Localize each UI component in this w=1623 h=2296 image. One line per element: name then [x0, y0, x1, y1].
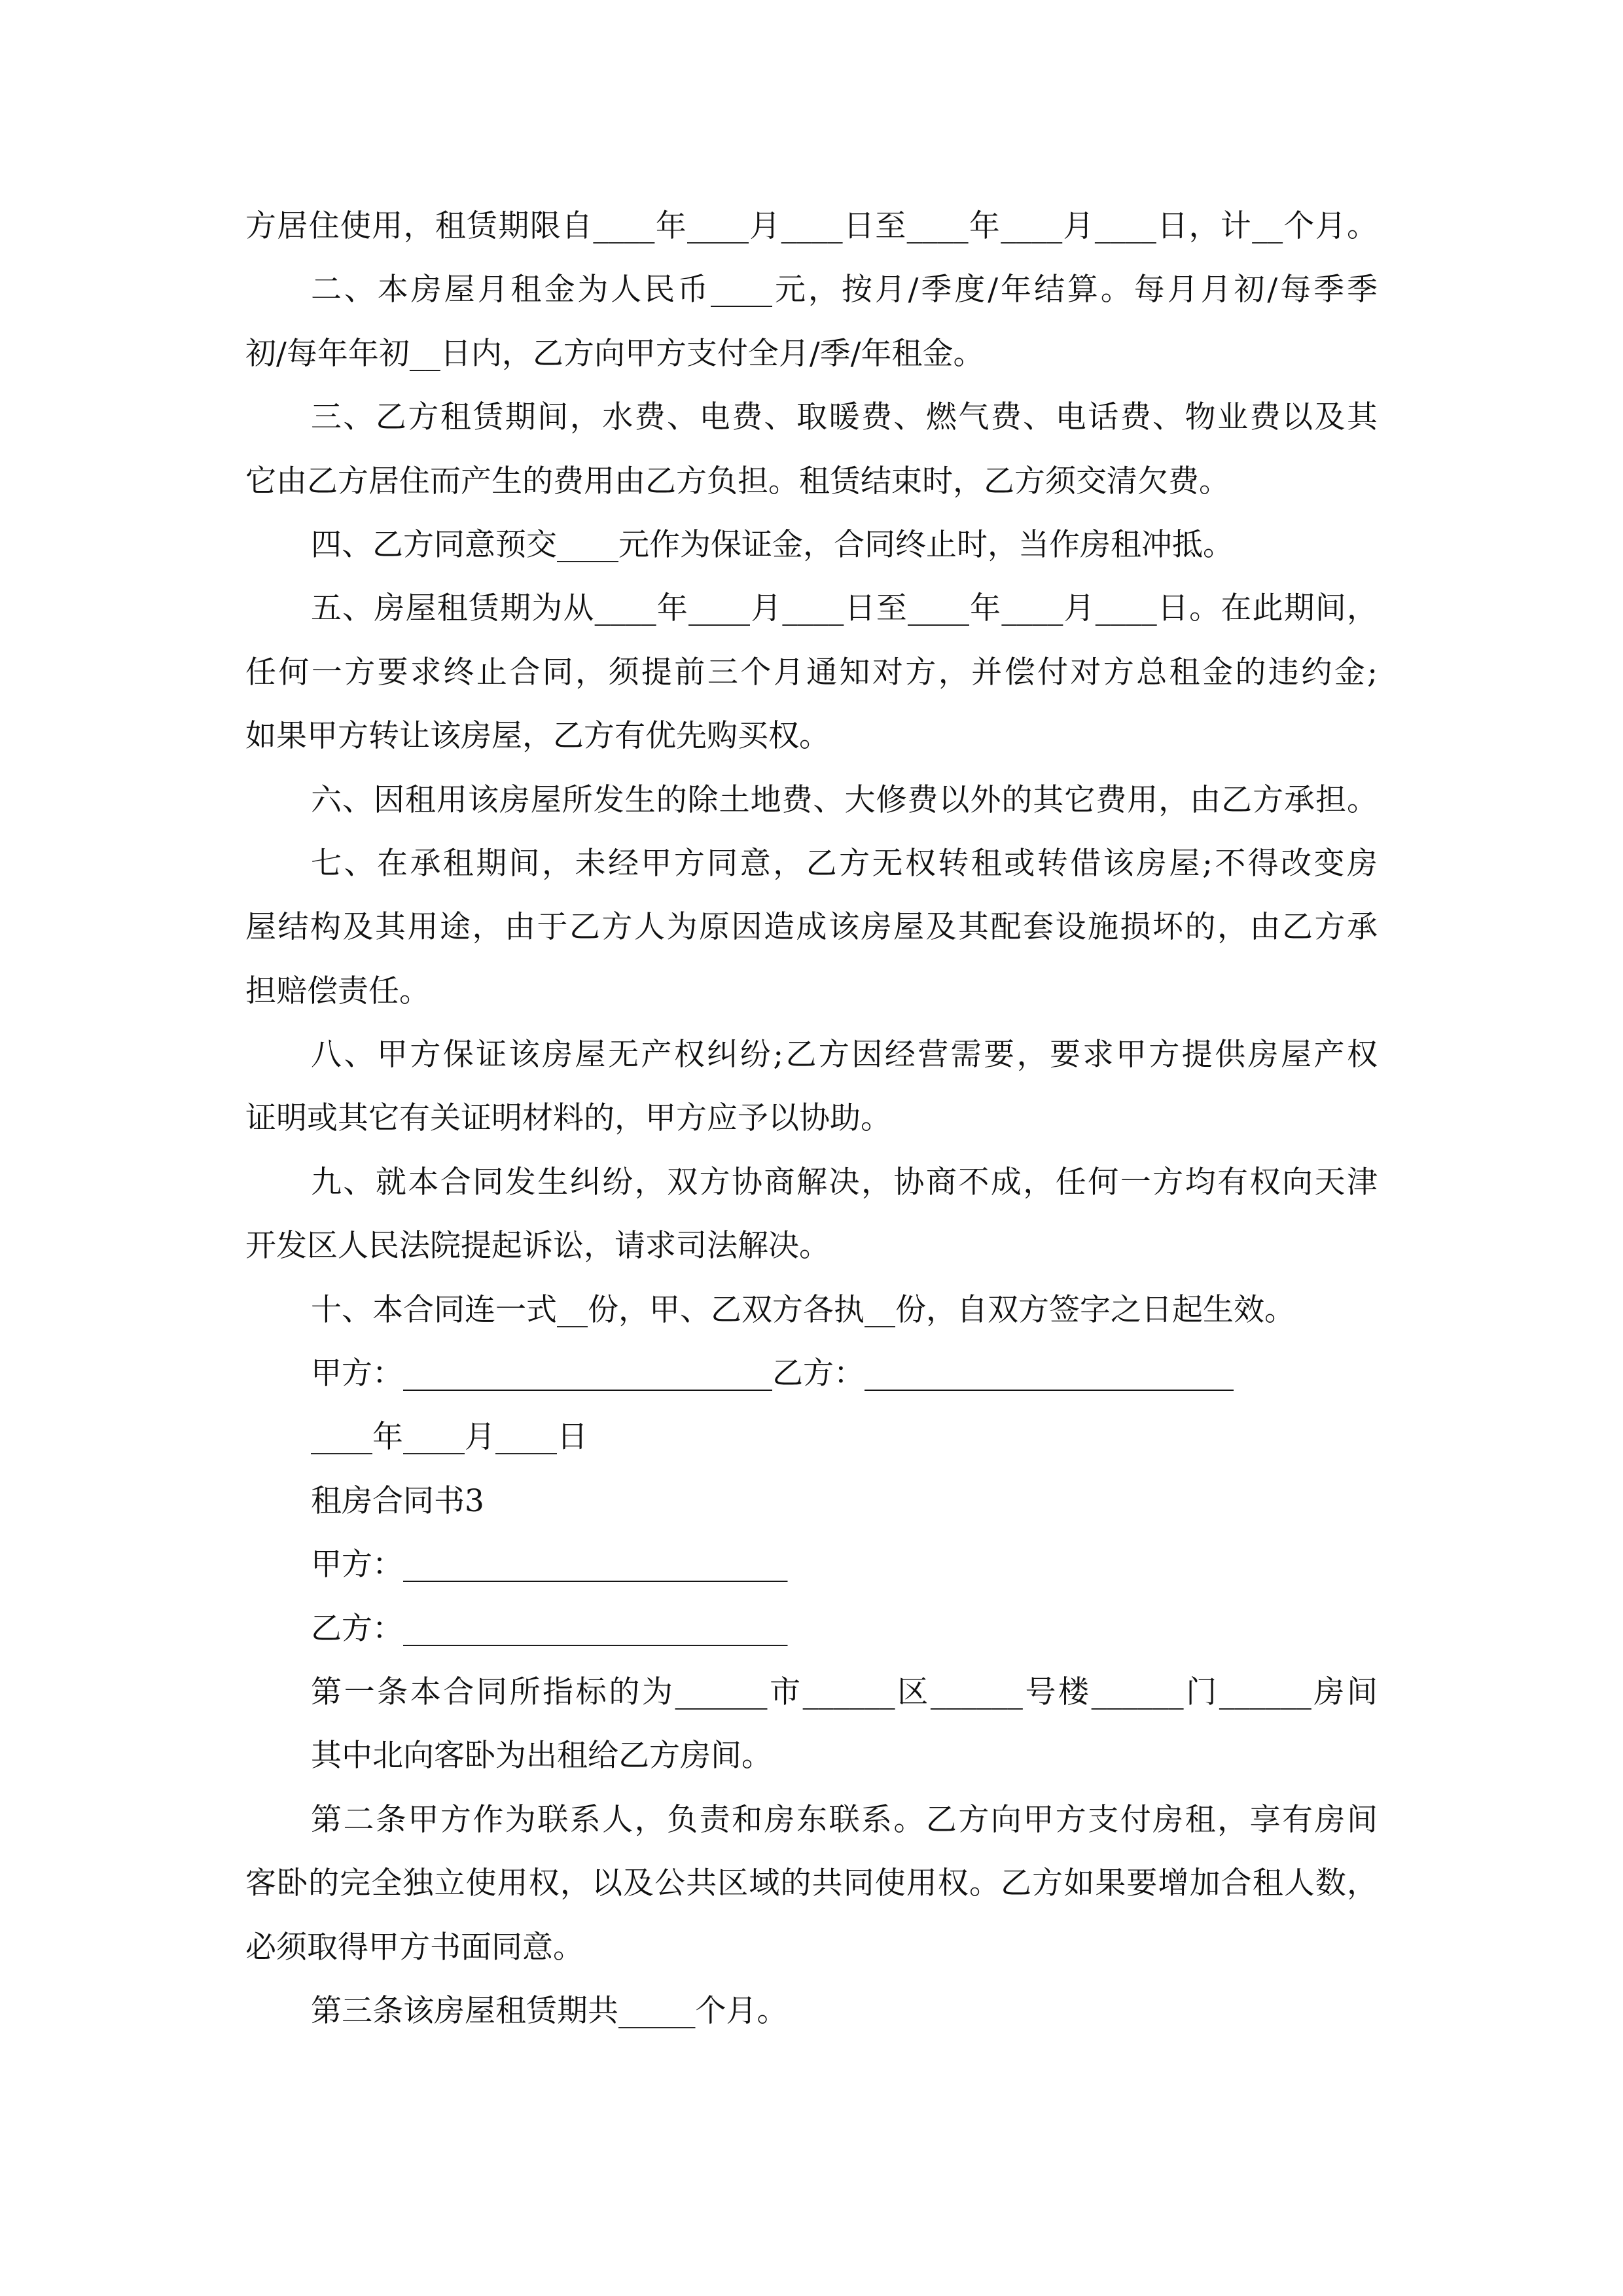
clause-1-continuation: 方居住使用，租赁期限自____年____月____日至____年____月____日，计__个月。: [245, 208, 1378, 244]
clause-9-disputes: 九、就本合同发生纠纷，双方协商解决，协商不成，任何一方均有权向天津: [311, 1164, 1378, 1200]
party-a-field: 甲方：_________________________: [311, 1547, 788, 1583]
clause-8-property: 八、甲方保证该房屋无产权纠纷;乙方因经营需要，要求甲方提供房屋产权: [311, 1037, 1378, 1073]
clause-3-fees: 三、乙方租赁期间，水费、电费、取暖费、燃气费、电话费、物业费以及其: [311, 399, 1378, 436]
contract-page: [245, 194, 1378, 2043]
signature-line-party-a-b: 甲方：________________________乙方：________________________: [311, 1355, 1234, 1392]
clause-2-rent-cont: 初/每年年初__日内，乙方向甲方支付全月/季/年租金。: [245, 335, 984, 372]
contract-3-title: 租房合同书3: [311, 1482, 484, 1519]
signature-date: ____年____月____日: [311, 1419, 588, 1456]
clause-7-sublet-cont: 屋结构及其用途，由于乙方人为原因造成该房屋及其配套设施损坏的，由乙方承: [245, 909, 1378, 946]
article-2-contact: 第二条甲方作为联系人，负责和房东联系。乙方向甲方支付房租，享有房间: [311, 1801, 1378, 1838]
clause-6-costs: 六、因租用该房屋所发生的除土地费、大修费以外的其它费用，由乙方承担。: [311, 781, 1378, 818]
article-1-address-cont: 其中北向客卧为出租给乙方房间。: [311, 1738, 772, 1774]
article-2-contact-cont2: 必须取得甲方书面同意。: [245, 1929, 584, 1965]
clause-10-copies: 十、本合同连一式__份，甲、乙双方各执__份，自双方签字之日起生效。: [311, 1291, 1295, 1328]
clause-9-disputes-cont: 开发区人民法院提起诉讼，请求司法解决。: [245, 1228, 830, 1265]
clause-7-sublet: 七、在承租期间，未经甲方同意，乙方无权转租或转借该房屋;不得改变房: [311, 845, 1378, 882]
clause-5-term-cont: 任何一方要求终止合同，须提前三个月通知对方，并偿付对方总租金的违约金;: [245, 654, 1378, 691]
clause-4-deposit: 四、乙方同意预交____元作为保证金，合同终止时，当作房租冲抵。: [311, 526, 1234, 563]
article-3-term: 第三条该房屋租赁期共_____个月。: [311, 1992, 788, 2029]
article-1-address: 第一条本合同所指标的为______市______区______号楼______门______房间: [311, 1674, 1378, 1710]
clause-8-property-cont: 证明或其它有关证明材料的，甲方应予以协助。: [245, 1100, 891, 1137]
party-b-field: 乙方：_________________________: [311, 1610, 788, 1647]
clause-2-rent: 二、本房屋月租金为人民币____元，按月/季度/年结算。每月月初/每季季: [311, 272, 1378, 308]
clause-7-sublet-cont2: 担赔偿责任。: [245, 973, 430, 1009]
clause-5-term-cont2: 如果甲方转让该房屋，乙方有优先购买权。: [245, 718, 830, 755]
article-2-contact-cont: 客卧的完全独立使用权，以及公共区域的共同使用权。乙方如果要增加合租人数，: [245, 1865, 1378, 1902]
clause-5-term: 五、房屋租赁期为从____年____月____日至____年____月____日。在此期间，: [311, 590, 1378, 627]
clause-3-fees-cont: 它由乙方居住而产生的费用由乙方负担。租赁结束时，乙方须交清欠费。: [245, 463, 1230, 499]
